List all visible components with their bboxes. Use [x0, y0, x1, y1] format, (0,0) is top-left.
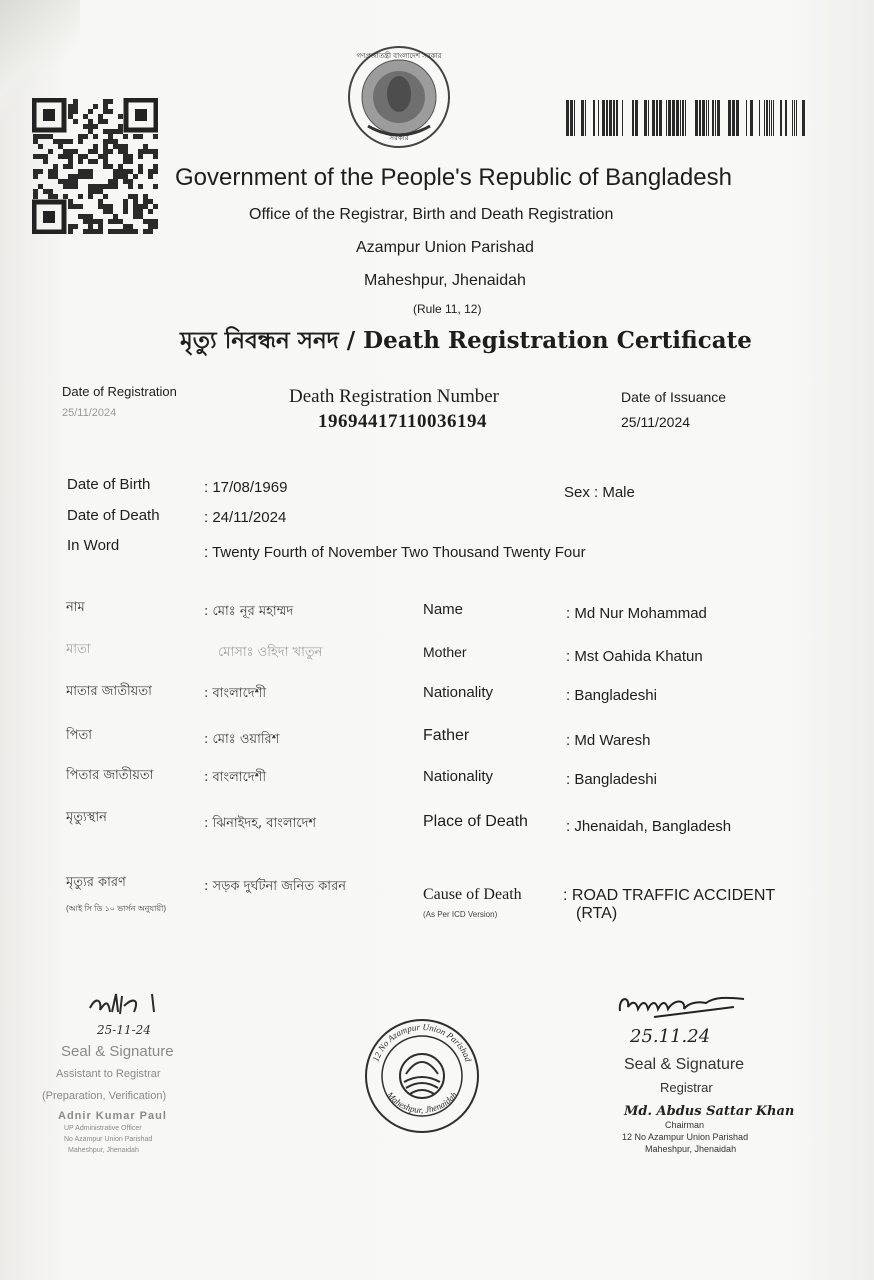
bn-label: পিতার জাতীয়তা [66, 768, 154, 783]
registrar-signature-date: 25.11.24 [630, 1026, 711, 1047]
en-label: Place of Death [423, 813, 528, 830]
date-of-birth-label: Date of Birth [67, 476, 151, 493]
sex-field: Sex : Male [564, 484, 635, 501]
en-value-line2: (RTA) [576, 905, 618, 922]
svg-text:সরকার: সরকার [389, 134, 409, 142]
date-of-death-label: Date of Death [67, 507, 160, 524]
en-label: Name [423, 601, 464, 618]
certificate-title: মৃত্যু নিবন্ধন সনদ / Death Registration Certificate [180, 327, 752, 354]
qr-code-icon [32, 98, 158, 234]
barcode-icon [566, 100, 808, 136]
in-word-label: In Word [67, 537, 120, 554]
registrar-line1: Chairman [665, 1120, 705, 1130]
registration-number-label: Death Registration Number [289, 386, 500, 407]
bn-value: : সড়ক দুর্ঘটনা জনিত কারন [204, 879, 346, 894]
assistant-line2: No Azampur Union Parishad [64, 1136, 153, 1143]
registrar-signature-icon [614, 993, 754, 1025]
union-seal-icon [362, 1016, 482, 1136]
bn-sub-label: (আই সি ডি ১০ ভার্সন অনুযায়ী) [66, 904, 167, 913]
svg-text:Maheshpur, Jhenaidah: Maheshpur, Jhenaidah [384, 1089, 459, 1115]
bn-label: মাতা [66, 642, 91, 657]
date-of-issuance-value: 25/11/2024 [621, 414, 691, 430]
assistant-seal-title: Seal & Signature [61, 1043, 174, 1060]
en-label: Mother [423, 644, 467, 660]
assistant-line3: Maheshpur, Jhenaidah [68, 1147, 139, 1154]
bn-value: মোসাঃ ওহিদা খাতুন [218, 645, 323, 660]
government-title: Government of the People's Republic of Bangladesh [175, 164, 732, 191]
bn-value: : মোঃ ওয়ারিশ [204, 732, 280, 747]
en-label: Father [423, 727, 470, 744]
bn-label: মৃত্যুস্থান [66, 810, 107, 825]
en-value: : Jhenaidah, Bangladesh [566, 818, 732, 835]
date-of-registration-value: 25/11/2024 [62, 407, 117, 419]
bn-value: : ঝিনাইদহ, বাংলাদেশ [204, 816, 317, 831]
registrar-line2: 12 No Azampur Union Parishad [622, 1132, 749, 1142]
svg-text:গণপ্রজাতন্ত্রী বাংলাদেশ সরকার: গণপ্রজাতন্ত্রী বাংলাদেশ সরকার [356, 52, 442, 60]
bn-value: : মোঃ নূর মহাম্মদ [204, 604, 294, 619]
in-word-value: : Twenty Fourth of November Two Thousand Twenty Four [204, 544, 586, 561]
bn-label: মাতার জাতীয়তা [66, 684, 152, 699]
en-value: : Md Waresh [566, 732, 651, 749]
en-value: : Mst Oahida Khatun [566, 648, 703, 665]
en-value: : Bangladeshi [566, 687, 657, 704]
assistant-sub-role: (Preparation, Verification) [42, 1090, 167, 1102]
bn-label: নাম [66, 600, 85, 615]
en-value-line1: : ROAD TRAFFIC ACCIDENT [563, 887, 776, 904]
en-value: : Md Nur Mohammad [566, 605, 707, 622]
union-name: Azampur Union Parishad [356, 239, 534, 256]
svg-text:12 No Azampur Union Parishad: 12 No Azampur Union Parishad [370, 1021, 474, 1063]
office-title: Office of the Registrar, Birth and Death Registration [249, 206, 614, 223]
assistant-signature-date: 25-11-24 [97, 1023, 151, 1037]
location-name: Maheshpur, Jhenaidah [364, 272, 526, 289]
registrar-line3: Maheshpur, Jhenaidah [645, 1144, 737, 1154]
assistant-line1: UP Administrative Officer [64, 1125, 142, 1132]
date-of-issuance-label: Date of Issuance [621, 389, 727, 405]
date-of-registration-label: Date of Registration [62, 384, 177, 399]
bn-value: : বাংলাদেশী [204, 770, 267, 785]
en-label: Nationality [423, 768, 494, 785]
en-label: Cause of Death [423, 886, 522, 903]
rule-reference: (Rule 11, 12) [413, 302, 482, 316]
bn-value: : বাংলাদেশী [204, 686, 267, 701]
registrar-name: Md. Abdus Sattar Khan [624, 1104, 795, 1119]
date-of-death-value: : 24/11/2024 [204, 509, 287, 526]
registrar-seal-title: Seal & Signature [624, 1056, 745, 1073]
en-value: : Bangladeshi [566, 771, 657, 788]
government-emblem-icon [346, 44, 452, 150]
assistant-name: Adnir Kumar Paul [58, 1110, 167, 1122]
en-sub-label: (As Per ICD Version) [423, 910, 498, 919]
bn-label: মৃত্যুর কারণ [66, 875, 126, 890]
en-label: Nationality [423, 684, 494, 701]
bn-label: পিতা [66, 728, 93, 743]
assistant-role: Assistant to Registrar [56, 1068, 161, 1080]
registration-number-value: 19694417110036194 [318, 411, 487, 432]
date-of-birth-value: : 17/08/1969 [204, 479, 288, 496]
registrar-role: Registrar [660, 1080, 713, 1095]
